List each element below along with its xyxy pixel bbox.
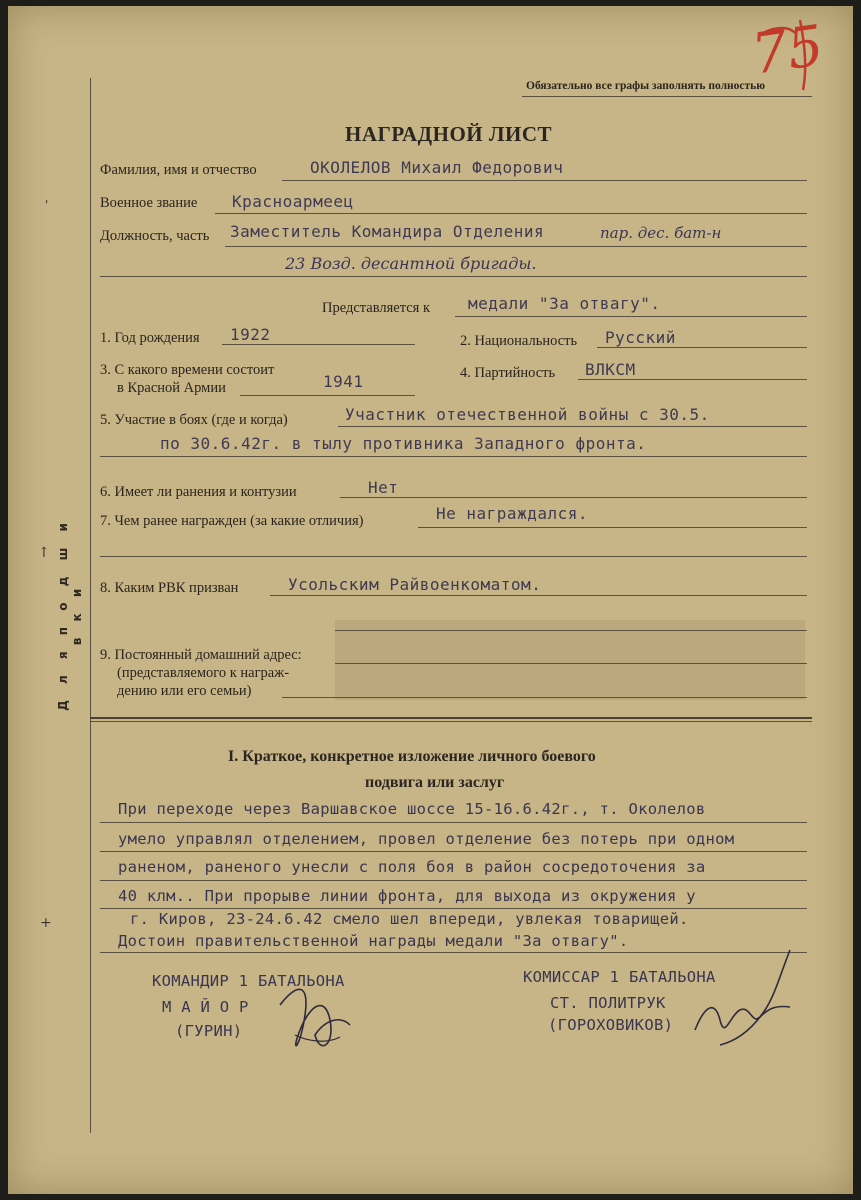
signature-right-name: (ГОРОХОВИКОВ) xyxy=(548,1016,674,1034)
wounds-value: Нет xyxy=(368,478,399,497)
battles-value-2: по 30.6.42г. в тылу противника Западного фронта. xyxy=(160,434,647,453)
signature-left-title: КОМАНДИР 1 БАТАЛЬОНА xyxy=(152,972,345,990)
position-handwriting-2: 23 Возд. десантной бригады. xyxy=(285,254,537,273)
narrative-line-4: 40 клм.. При прорыве линии фронта, для выхода из окружения у xyxy=(118,887,696,905)
signature-right-scribble xyxy=(680,945,800,1060)
address-label-1: 9. Постоянный домашний адрес: xyxy=(100,647,302,663)
birth-value: 1922 xyxy=(230,325,271,344)
redacted-area xyxy=(335,620,805,700)
awards-label: 7. Чем ранее награжден (за какие отличия) xyxy=(100,513,364,529)
page-title: НАГРАДНОЙ ЛИСТ xyxy=(345,122,553,146)
party-value: ВЛКСМ xyxy=(585,360,636,379)
nationality-label: 2. Национальность xyxy=(460,333,578,349)
rvk-value: Усольским Райвоенкоматом. xyxy=(288,575,542,594)
army-label-1: 3. С какого времени состоит xyxy=(100,362,275,378)
narrative-line-1: При переходе через Варшавское шоссе 15-16.6.42г., т. Околелов xyxy=(118,800,706,818)
birth-label: 1. Год рождения xyxy=(100,330,200,346)
presented-label: Представляется к xyxy=(322,300,431,316)
narrative-line-6: Достоин правительственной награды медали "За отвагу". xyxy=(118,932,629,950)
margin-line xyxy=(90,78,91,1133)
name-label: Фамилия, имя и отчество xyxy=(100,162,257,178)
signature-right-title: КОМИССАР 1 БАТАЛЬОНА xyxy=(523,968,716,986)
signature-left-rank: М А Й О Р xyxy=(162,998,249,1016)
presented-value: медали "За отвагу". xyxy=(468,294,661,313)
narrative-line-5: г. Киров, 23-24.6.42 смело шел впереди, увлекая товарищей. xyxy=(130,910,689,928)
section-heading-1: I. Краткое, конкретное изложение личного боевого xyxy=(228,748,596,765)
rvk-label: 8. Каким РВК призван xyxy=(100,580,239,596)
header-note: Обязательно все графы заполнять полностью xyxy=(526,80,766,92)
awards-value: Не награждался. xyxy=(436,504,588,523)
battles-value-1: Участник отечественной войны с 30.5. xyxy=(345,405,710,424)
award-sheet: 75 Обязательно все графы заполнять полностью Д л я п о д ш и в к и НАГРАДНОЙ ЛИСТ Фамилия, имя и отчество ОКОЛЕЛОВ Михаил Федорович Военное звание Красноармеец Должность, часть Заместитель Командира Отделения пар. дес. бат-н 23 Возд. десантной бригады. Представляется к медали "За отвагу". 1. Год рождения 1922 2. Национальность Русский 3. С какого времени состоит в Красной Армии 1941 4. Партийность ВЛКСМ 5. Участие в боях (где и когда) Участник отечественной войны с 30.5. по 30.6.42г. в тылу противника Западного фронта. 6. Имеет ли ранения и контузии Нет 7. Чем ранее награжден (за какие отличия) Не награждался. 8. Каким РВК призван Усольским Райвоенкоматом. 9. Постоянный домашний адрес: (представляемого к награж- дению или его семьи) I. Краткое, конкретное изложение личного боевого подвига или заслуг При переходе через Варшавское шоссе 15-16.6.42г., т. Околелов умело управлял отделением, провел отделение без потерь при одном раненом, раненого унесли с поля боя в район сосредоточения за 40 клм.. При прорыве линии фронта, для выхода из окружения у г. Киров, 23-24.6.42 смело шел впереди, увлекая товарищей. Достоин правительственной награды медали "За отвагу". КОМАНДИР 1 БАТАЛЬОНА М А Й О Р (ГУРИН) КОМИССАР 1 БАТАЛЬОНА СТ. ПОЛИТРУК (ГОРОХОВИКОВ) ' ↑ + xyxy=(0,0,861,1200)
page-number: 75 xyxy=(747,13,828,88)
battles-label: 5. Участие в боях (где и когда) xyxy=(100,412,288,428)
signature-left-name: (ГУРИН) xyxy=(175,1022,243,1040)
position-value: Заместитель Командира Отделения xyxy=(230,222,545,241)
position-label: Должность, часть xyxy=(100,228,210,244)
position-handwriting-1: пар. дес. бат-н xyxy=(600,224,722,242)
signature-left-scribble xyxy=(270,975,360,1065)
address-label-2: (представляемого к награж- xyxy=(117,665,290,681)
address-label-3: дению или его семьи) xyxy=(117,683,252,699)
rank-value: Красноармеец xyxy=(232,192,354,211)
signature-right-rank: СТ. ПОЛИТРУК xyxy=(550,994,666,1012)
section-heading-2: подвига или заслуг xyxy=(365,774,505,791)
narrative-line-2: умело управлял отделением, провел отделение без потерь при одном xyxy=(118,830,735,848)
army-value: 1941 xyxy=(323,372,364,391)
name-value: ОКОЛЕЛОВ Михаил Федорович xyxy=(310,158,564,177)
narrative-line-3: раненом, раненого унесли с поля боя в район сосредоточения за xyxy=(118,858,706,876)
army-label-2: в Красной Армии xyxy=(117,380,226,396)
party-label: 4. Партийность xyxy=(460,365,556,381)
red-page-mark xyxy=(745,15,835,95)
nationality-value: Русский xyxy=(605,328,676,347)
wounds-label: 6. Имеет ли ранения и контузии xyxy=(100,484,297,500)
rank-label: Военное звание xyxy=(100,195,198,211)
